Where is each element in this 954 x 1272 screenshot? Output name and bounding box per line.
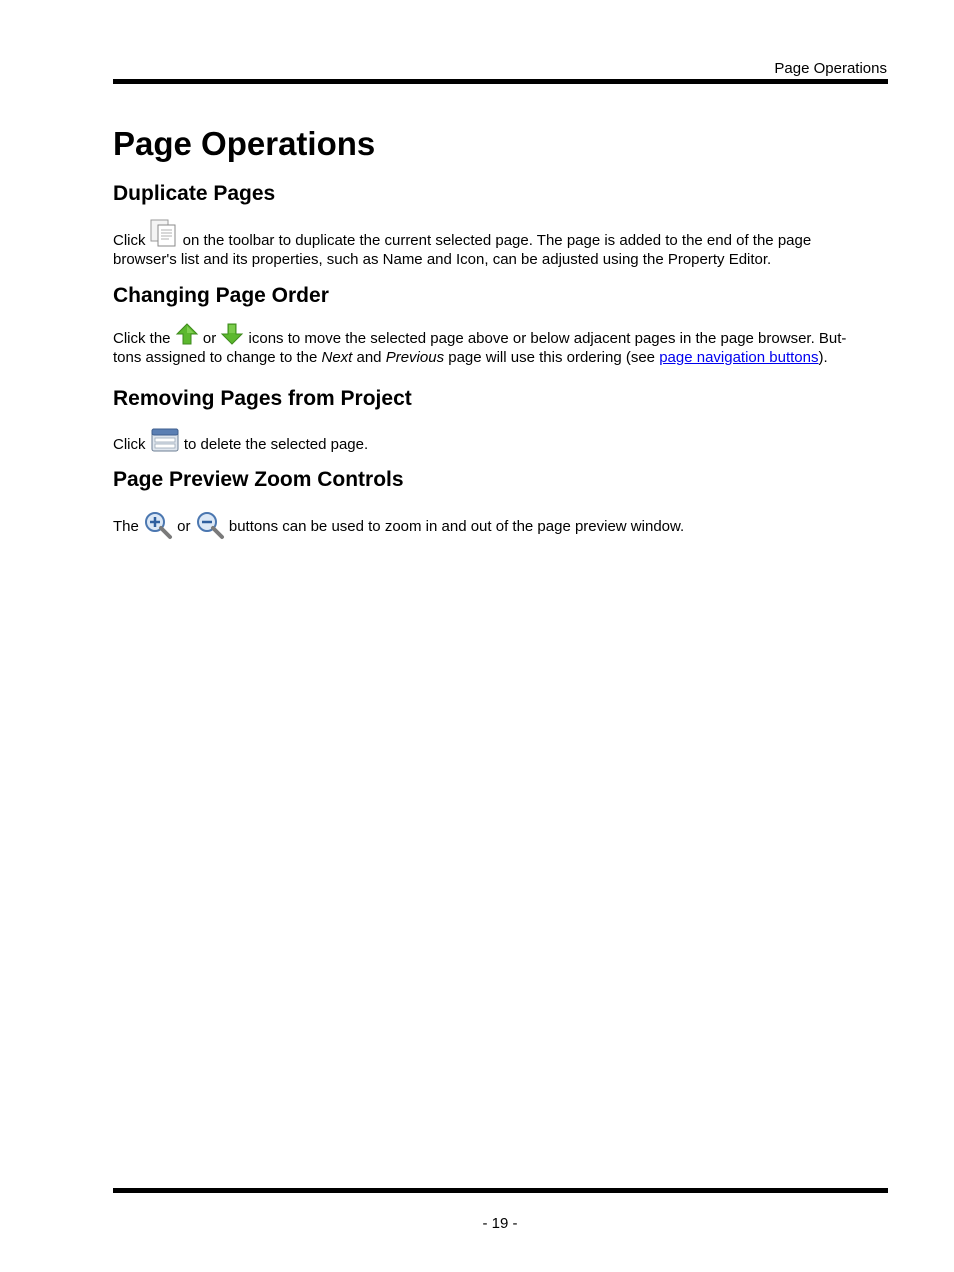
section-heading-duplicate: Duplicate Pages: [113, 182, 276, 205]
header-rule: [113, 79, 888, 84]
order-text-1: Click the: [113, 330, 175, 347]
down-arrow-icon[interactable]: [220, 322, 244, 348]
duplicate-page-icon[interactable]: [146, 218, 179, 248]
previous-term: Previous: [385, 349, 445, 366]
footer-rule: [113, 1188, 888, 1193]
remove-text-2: to delete the selected page.: [179, 436, 369, 453]
section-heading-zoom: Page Preview Zoom Controls: [113, 468, 404, 491]
zoom-text-2: or: [173, 518, 195, 535]
order-text-4: tons assigned to change to the: [113, 349, 322, 366]
order-text-7: ).: [818, 349, 828, 366]
order-text-5: and: [352, 349, 386, 366]
next-term: Next: [321, 349, 353, 366]
page-number: - 19 -: [482, 1215, 518, 1232]
running-header: Page Operations: [774, 60, 887, 77]
duplicate-paragraph: [113, 220, 888, 269]
order-line-2: [113, 348, 888, 367]
section-heading-remove: Removing Pages from Project: [113, 387, 412, 410]
remove-paragraph: [113, 424, 888, 454]
order-line-1: [113, 322, 888, 348]
order-text-6: page will use this ordering (see: [444, 349, 660, 366]
zoom-text-1: The: [113, 518, 144, 535]
zoom-text-3: buttons can be used to zoom in and out of the page preview window.: [224, 518, 685, 535]
order-text-3: icons to move the selected page above or below adjacent pages in the page browser. But-: [244, 330, 847, 347]
page-navigation-buttons-link[interactable]: page navigation buttons: [659, 349, 819, 366]
duplicate-line-2: browser's list and its properties, such as Name and Icon, can be adjusted using the Property Editor.: [113, 251, 772, 268]
zoom-out-icon[interactable]: [195, 510, 225, 540]
duplicate-text-1: Click: [113, 232, 146, 249]
delete-page-icon[interactable]: [150, 426, 180, 456]
duplicate-text-2: on the toolbar to duplicate the current selected page. The page is added to the end of the page: [178, 232, 812, 249]
remove-line-1: [113, 424, 888, 454]
page-title: Page Operations: [113, 125, 376, 162]
up-arrow-icon[interactable]: [175, 322, 199, 348]
order-paragraph: [113, 322, 888, 367]
duplicate-line-1: [113, 220, 888, 250]
remove-text-1: Click: [113, 436, 150, 453]
zoom-in-icon[interactable]: [143, 510, 173, 540]
order-text-2: or: [198, 330, 221, 347]
zoom-line-1: [113, 506, 888, 536]
section-heading-order: Changing Page Order: [113, 284, 329, 307]
zoom-paragraph: [113, 506, 888, 536]
